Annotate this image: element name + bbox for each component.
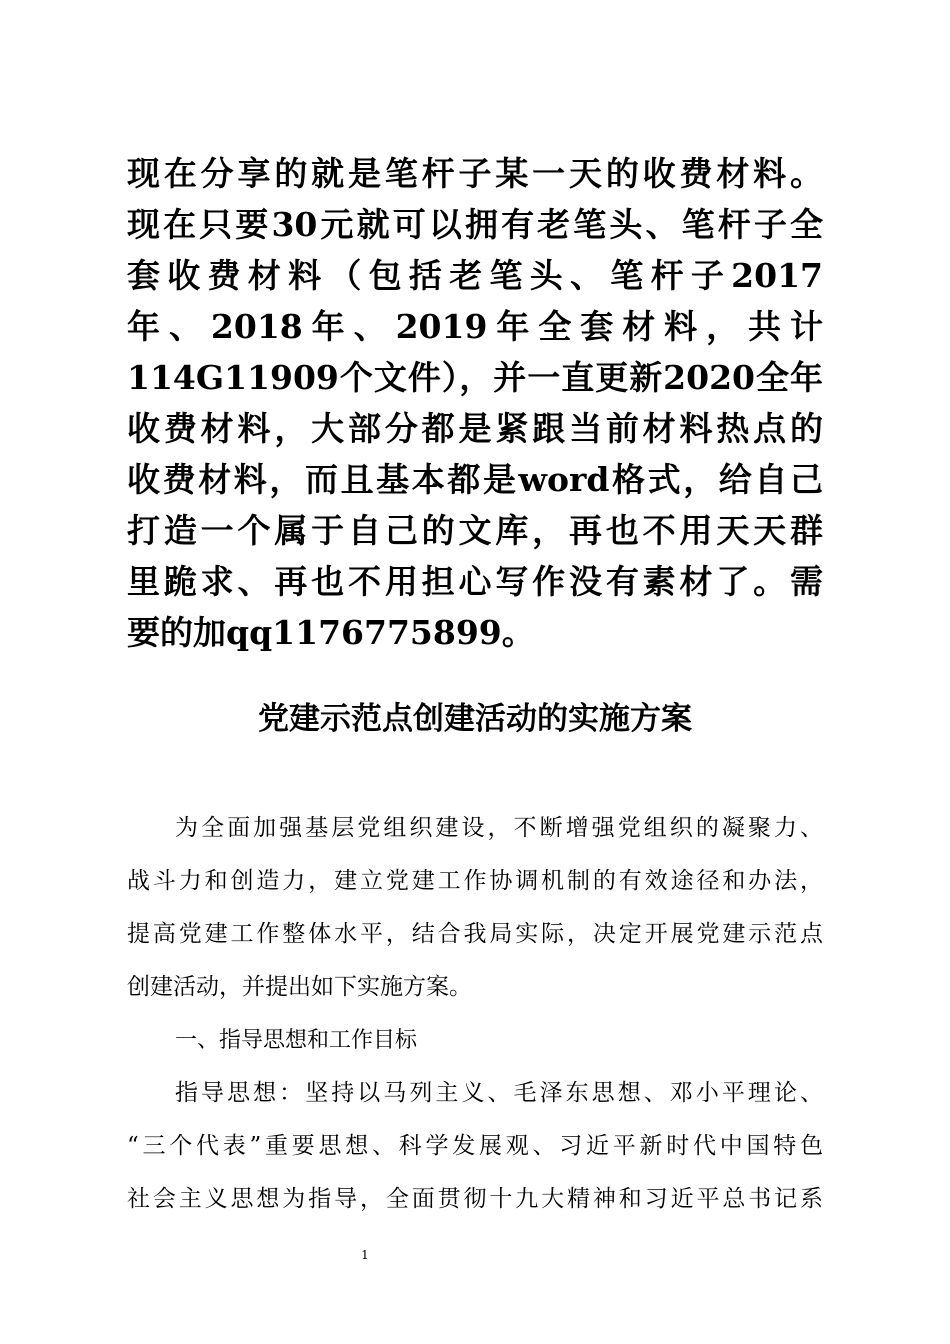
promo-line: 114G11909个文件），并一直更新2020全年: [127, 358, 823, 397]
paragraph-line: “三个代表”重要思想、科学发展观、习近平新时代中国特色: [127, 1133, 823, 1159]
promo-line: 要的加qq1176775899。: [127, 613, 535, 652]
promo-notice: [127, 148, 823, 658]
paragraph-line: 社会主义思想为指导，全面贯彻十九大精神和习近平总书记系: [127, 1186, 823, 1212]
promo-line: 现在只要30元就可以拥有老笔头、笔杆子全: [127, 205, 823, 244]
paragraph-line: 战斗力和创造力，建立党建工作协调机制的有效途径和办法，: [127, 868, 823, 894]
promo-line: 收费材料，而且基本都是word格式，给自己: [127, 460, 823, 499]
promo-line: 打造一个属于自己的文库，再也不用天天群: [127, 511, 823, 550]
paragraph-line: 创建活动，并提出如下实施方案。: [127, 974, 472, 1000]
document-title: 党建示范点创建活动的实施方案: [258, 701, 692, 737]
paragraph-line: 指导思想：坚持以马列主义、毛泽东思想、邓小平理论、: [175, 1080, 823, 1106]
page-number: 1: [361, 1248, 369, 1262]
paragraph-line: 为全面加强基层党组织建设，不断增强党组织的凝聚力、: [175, 815, 823, 841]
promo-line: 年、2018年、2019年全套材料，共计: [127, 307, 823, 346]
promo-line: 收费材料，大部分都是紧跟当前材料热点的: [127, 409, 823, 448]
promo-line: 现在分享的就是笔杆子某一天的收费材料。: [127, 154, 823, 193]
paragraph-line: 提高党建工作整体水平，结合我局实际，决定开展党建示范点: [127, 921, 823, 947]
promo-line: 套收费材料（包括老笔头、笔杆子2017: [127, 256, 823, 295]
promo-line: 里跪求、再也不用担心写作没有素材了。需: [127, 562, 823, 601]
section-heading: 一、指导思想和工作目标: [175, 1028, 418, 1053]
document-body: [127, 802, 823, 1226]
